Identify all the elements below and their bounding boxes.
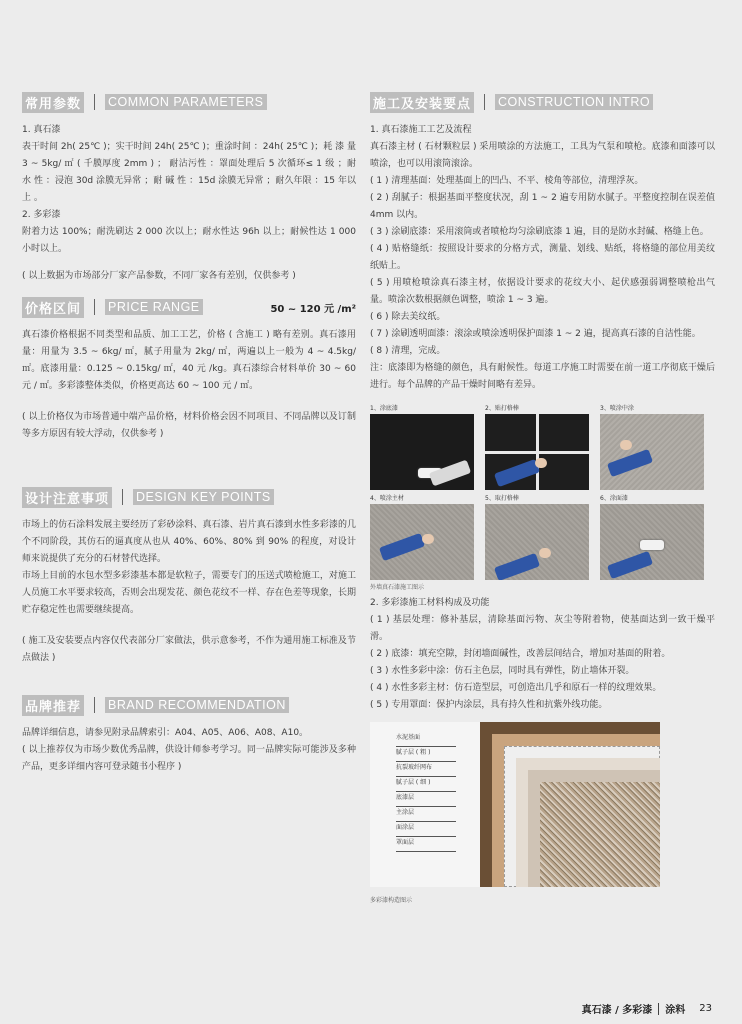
section-header-brand xyxy=(22,695,356,715)
step: ( 5 ) 用喷枪喷涂真石漆主材，依据设计要求的花纹大小、起伏感强弱调整喷枪出气量。喷涂次数根据颜色调整，喷涂 1 ~ 3 遍。 xyxy=(370,278,715,305)
photo-label: 4、喷涂主材 xyxy=(370,495,404,502)
photo-item xyxy=(600,404,704,490)
layer-label: 腻子层 ( 粗 ) xyxy=(396,747,456,762)
photo-label: 1、涂底漆 xyxy=(370,405,398,412)
brand-note: ( 以上推荐仅为市场少数优秀品牌，供设计师参考学习。同一品牌实际可能涉及多种产品，更多详细内容可登录随书小程序 ) xyxy=(22,745,356,772)
layer-diagram xyxy=(370,722,660,887)
brand-text: 品牌详细信息，请参见附录品牌索引：A04、A05、A06、A08、A10。 xyxy=(22,728,309,738)
section-title-en: DESIGN KEY POINTS xyxy=(133,489,274,505)
step: ( 3 ) 涂刷底漆：采用滚筒或者喷枪均匀涂刷底漆 1 遍，目的是防水封碱、格缝上色。 xyxy=(370,227,709,237)
section-title-en: COMMON PARAMETERS xyxy=(105,94,267,110)
construction-title: 1. 真石漆施工工艺及流程 xyxy=(370,125,472,135)
divider xyxy=(658,1003,659,1015)
photo-label: 2、贴打格棒 xyxy=(485,405,519,412)
photo-label: 6、涂面漆 xyxy=(600,495,628,502)
design-text: 市场上目前的水包水型多彩漆基本都是软粒子，需要专门的压送式喷枪施工，对施工人员施工水平要求较高，否则会出现发花、颜色花纹不一样、存在色差等现象，长期贮存稳定性也需要继续提高。 xyxy=(22,571,356,615)
layer-labels xyxy=(396,732,466,852)
construction-intro: 真石漆主材 ( 石材颗粒层 ) 采用喷涂的方法施工，工具为气泵和喷枪。底漆和面漆可以喷涂，也可以用滚筒滚涂。 xyxy=(370,142,715,169)
divider xyxy=(94,697,95,713)
layer-label: 腻子层 ( 细 ) xyxy=(396,777,456,792)
multicolor-item: ( 1 ) 基层处理：修补基层，清除基面污物、灰尘等附着物，使基面达到一致干燥平滑。 xyxy=(370,615,715,642)
photo-caption: 外墙真石漆施工图示 xyxy=(370,584,425,591)
price-text: 真石漆价格根据不同类型和品质、加工工艺，价格 ( 含施工 ) 略有差别。真石漆用量：用量为 3.5 ~ 6kg/ ㎡，腻子用量为 2kg/ ㎡，两遍以上一般为 4 ~ 4.5kg/ ㎡。底漆用量：0.125 ~ 0.15kg/ ㎡，40 元 /kg。真石漆综合材料单价 30 ~ 60 元 / ㎡。多彩漆整体类似，价格更高达 60 ~ 100 元 / ㎡。 xyxy=(22,330,356,391)
diagram-caption: 多彩漆构造图示 xyxy=(370,897,413,904)
section-title-zh: 品牌推荐 xyxy=(22,695,84,716)
right-column xyxy=(370,92,715,904)
section-title-en: BRAND RECOMMENDATION xyxy=(105,697,289,713)
photo-item xyxy=(370,404,474,490)
params-line: 1. 真石漆 xyxy=(22,125,61,135)
params-line: 表干时间 2h( 25℃ )；实干时间 24h( 25℃ )；重涂时间 ：24h( 25℃ )；耗 漆 量 3 ~ 5kg/ ㎡ ( 千膜厚度 2mm ) ； 耐沾污性 ：罩面处理后 5 次循环≤ 1 级 ；耐 水 性 ：浸泡 30d 涂膜无异常 ；耐 碱 性 ：15d 涂膜无异常 ；耐久年限 ：15 年以上 。 xyxy=(22,142,356,203)
photo-spray-main xyxy=(370,504,474,580)
layer-label: 主涂层 xyxy=(396,807,456,822)
footer-category: 涂料 xyxy=(665,1005,686,1016)
photo-remove-tape xyxy=(485,504,589,580)
section-header-price xyxy=(22,297,356,317)
section-header-construction xyxy=(370,92,715,112)
step: ( 6 ) 除去美纹纸。 xyxy=(370,312,446,322)
photo-prime xyxy=(370,414,474,490)
photo-label: 5、取打格棒 xyxy=(485,495,519,502)
design-note: ( 施工及安装要点内容仅代表部分厂家做法，供示意参考，不作为通用施工标准及节点做法 ) xyxy=(22,636,356,663)
multicolor-item: ( 4 ) 水性多彩主材：仿石造型层，可创造出几乎和原石一样的纹理效果。 xyxy=(370,683,662,693)
design-text: 市场上的仿石涂料发展主要经历了彩砂涂料、真石漆、岩片真石漆到水性多彩漆的几个不同阶段，其仿石的逼真度从也从 40%、60%、80% 到 90% 的程度，对设计师来说提供了充分的石材替代选择。 xyxy=(22,520,356,564)
divider xyxy=(94,299,95,315)
step: ( 1 ) 清理基面：处理基面上的凹凸、不平、棱角等部位，清理浮灰。 xyxy=(370,176,644,186)
step: ( 4 ) 贴格缝纸：按照设计要求的分格方式，测量、划线、贴纸，将格缝的部位用美纹纸贴上。 xyxy=(370,244,715,271)
step: ( 8 ) 清理，完成。 xyxy=(370,346,446,356)
section-title-zh: 价格区间 xyxy=(22,297,84,318)
photo-topcoat xyxy=(600,504,704,580)
params-line: 附着力达 100%；耐洗刷达 2 000 次以上；耐水性达 96h 以上；耐候性达 1 000 小时以上。 xyxy=(22,227,356,254)
price-range: 50 ~ 120 元 /m² xyxy=(270,303,356,315)
construction-photos xyxy=(370,404,715,580)
section-title-en: PRICE RANGE xyxy=(105,299,203,315)
step: ( 7 ) 涂刷透明面漆：滚涂或喷涂透明保护面漆 1 ~ 2 遍，提高真石漆的自洁性能。 xyxy=(370,329,701,339)
photo-item xyxy=(485,404,589,490)
divider xyxy=(94,94,95,110)
layer-label: 面涂层 xyxy=(396,822,456,837)
photo-item xyxy=(485,494,589,580)
multicolor-title: 2. 多彩漆施工材料构成及功能 xyxy=(370,598,490,608)
photo-tape xyxy=(485,414,589,490)
photo-label: 3、喷涂中涂 xyxy=(600,405,634,412)
section-title-zh: 施工及安装要点 xyxy=(370,92,474,113)
multicolor-item: ( 5 ) 专用罩面：保护内涂层，具有持久性和抗紫外线功能。 xyxy=(370,700,608,710)
section-header-params xyxy=(22,92,356,112)
section-header-design xyxy=(22,487,356,507)
page-footer xyxy=(582,1001,712,1016)
footer-category: 真石漆 / 多彩漆 xyxy=(581,1005,653,1016)
layer-label: 水泥基面 xyxy=(396,732,456,747)
params-line: 2. 多彩漆 xyxy=(22,210,61,220)
divider xyxy=(484,94,485,110)
price-note: ( 以上价格仅为市场普通中端产品价格，材料价格会因不同项目、不同品牌以及订制等多方原因有较大浮动，仅供参考 ) xyxy=(22,412,356,439)
left-column xyxy=(22,92,356,776)
layer-label: 底漆层 xyxy=(396,792,456,807)
construction-note: 注：底漆即为格缝的颜色，具有耐候性。每道工序施工时需要在前一道工序彻底干燥后进行。每个品牌的产品干燥时间略有差异。 xyxy=(370,363,715,390)
photo-item xyxy=(370,494,474,580)
multicolor-item: ( 3 ) 水性多彩中涂：仿石主色层，同时具有弹性，防止墙体开裂。 xyxy=(370,666,635,676)
section-title-en: CONSTRUCTION INTRO xyxy=(495,94,653,110)
photo-item xyxy=(600,494,704,580)
layer-main-coat xyxy=(540,782,660,887)
section-title-zh: 设计注意事项 xyxy=(22,487,112,508)
photo-spray-mid xyxy=(600,414,704,490)
layer-stack xyxy=(480,722,660,887)
section-title-zh: 常用参数 xyxy=(22,92,84,113)
multicolor-item: ( 2 ) 底漆：填充空隙，封闭墙面碱性，改善层间结合，增加对基面的附着。 xyxy=(370,649,671,659)
step: ( 2 ) 刮腻子：根据基面平整度状况，刮 1 ~ 2 遍专用防水腻子。平整度控制在误差值 4mm 以内。 xyxy=(370,193,715,220)
layer-label: 抗裂玻纤网布 xyxy=(396,762,456,777)
params-note: ( 以上数据为市场部分厂家产品参数，不同厂家各有差别，仅供参考 ) xyxy=(22,271,296,281)
page-number: 23 xyxy=(699,1003,712,1014)
layer-label: 罩面层 xyxy=(396,837,456,852)
divider xyxy=(122,489,123,505)
